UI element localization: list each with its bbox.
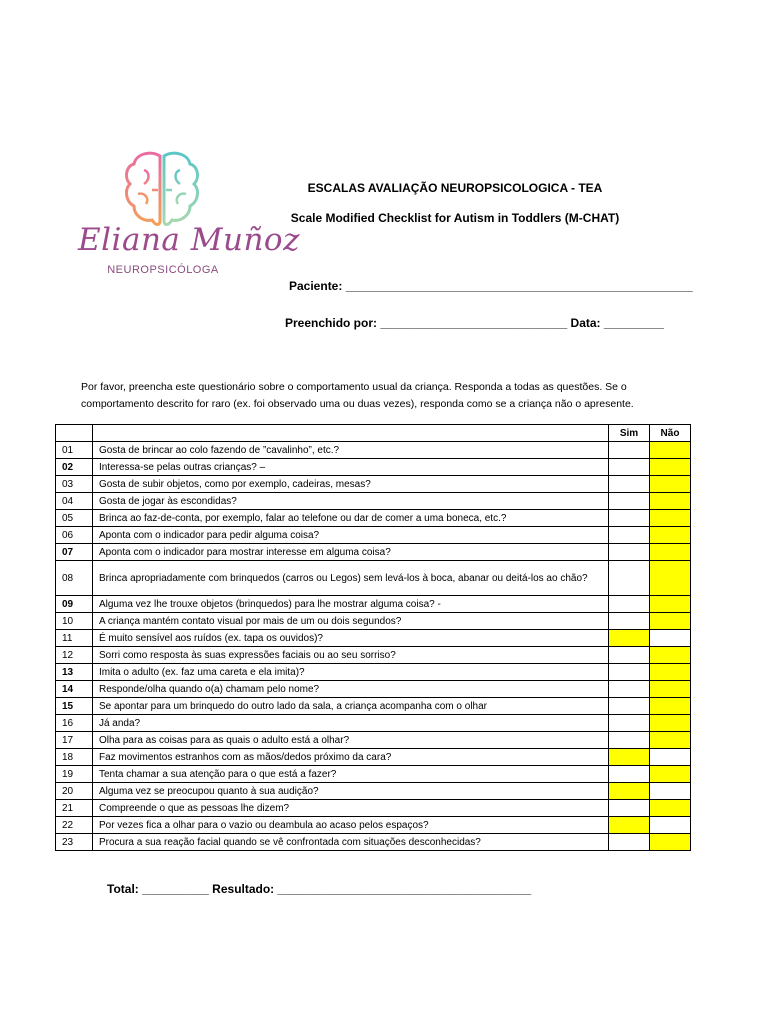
question-number: 18 — [56, 749, 93, 766]
question-number: 23 — [56, 834, 93, 851]
answer-nao-cell[interactable] — [650, 596, 691, 613]
table-row — [56, 766, 691, 783]
answer-nao-cell[interactable] — [650, 834, 691, 851]
question-text: Já anda? — [92, 715, 608, 732]
table-row — [56, 510, 691, 527]
question-number: 17 — [56, 732, 93, 749]
answer-sim-cell[interactable] — [609, 817, 650, 834]
answer-nao-cell[interactable] — [650, 715, 691, 732]
answer-sim-cell[interactable] — [609, 698, 650, 715]
answer-nao-cell[interactable] — [650, 664, 691, 681]
question-number: 02 — [56, 459, 93, 476]
question-text: Gosta de subir objetos, como por exemplo, cadeiras, mesas? — [92, 476, 608, 493]
question-text: Gosta de jogar às escondidas? — [92, 493, 608, 510]
question-number: 19 — [56, 766, 93, 783]
question-text: Se apontar para um brinquedo do outro lado da sala, a criança acompanha com o olhar — [92, 698, 608, 715]
header-sim: Sim — [609, 425, 650, 442]
question-text: Alguma vez se preocupou quanto à sua audição? — [92, 783, 608, 800]
table-row — [56, 544, 691, 561]
table-row — [56, 681, 691, 698]
table-row — [56, 442, 691, 459]
table-row — [56, 630, 691, 647]
question-text: Tenta chamar a sua atenção para o que está a fazer? — [92, 766, 608, 783]
table-row — [56, 561, 691, 596]
answer-sim-cell[interactable] — [609, 613, 650, 630]
answer-sim-cell[interactable] — [609, 749, 650, 766]
question-text: Alguma vez lhe trouxe objetos (brinquedos) para lhe mostrar alguma coisa? - — [92, 596, 608, 613]
question-text: Procura a sua reação facial quando se vê confrontada com situações desconhecidas? — [92, 834, 608, 851]
answer-sim-cell[interactable] — [609, 510, 650, 527]
table-row — [56, 715, 691, 732]
table-row — [56, 749, 691, 766]
table-row — [56, 647, 691, 664]
answer-sim-cell[interactable] — [609, 783, 650, 800]
answer-nao-cell[interactable] — [650, 459, 691, 476]
question-number: 11 — [56, 630, 93, 647]
question-number: 05 — [56, 510, 93, 527]
answer-sim-cell[interactable] — [609, 664, 650, 681]
question-number: 20 — [56, 783, 93, 800]
answer-nao-cell[interactable] — [650, 442, 691, 459]
question-text: A criança mantém contato visual por mais de um ou dois segundos? — [92, 613, 608, 630]
header-nao: Não — [650, 425, 691, 442]
answer-nao-cell[interactable] — [650, 647, 691, 664]
question-number: 04 — [56, 493, 93, 510]
question-number: 03 — [56, 476, 93, 493]
table-row — [56, 732, 691, 749]
question-text: Interessa-se pelas outras crianças? – — [92, 459, 608, 476]
brain-logo-icon — [122, 150, 202, 232]
answer-sim-cell[interactable] — [609, 442, 650, 459]
answer-nao-cell[interactable] — [650, 510, 691, 527]
question-text: Responde/olha quando o(a) chamam pelo nome? — [92, 681, 608, 698]
answer-nao-cell[interactable] — [650, 749, 691, 766]
answer-sim-cell[interactable] — [609, 681, 650, 698]
instructions-text: Por favor, preencha este questionário sobre o comportamento usual da criança. Responda a todas as questões. Se o comportamento descrito for raro (ex. foi observado uma ou duas vezes), responda como se a criança não o apresente. — [81, 381, 634, 410]
answer-nao-cell[interactable] — [650, 613, 691, 630]
table-row — [56, 459, 691, 476]
question-number: 14 — [56, 681, 93, 698]
question-number: 10 — [56, 613, 93, 630]
question-text: Gosta de brincar ao colo fazendo de ”cavalinho”, etc.? — [92, 442, 608, 459]
answer-sim-cell[interactable] — [609, 715, 650, 732]
question-number: 09 — [56, 596, 93, 613]
answer-sim-cell[interactable] — [609, 630, 650, 647]
answer-sim-cell[interactable] — [609, 647, 650, 664]
answer-sim-cell[interactable] — [609, 800, 650, 817]
table-row — [56, 783, 691, 800]
question-number: 06 — [56, 527, 93, 544]
table-row — [56, 800, 691, 817]
answer-sim-cell[interactable] — [609, 459, 650, 476]
question-text: Olha para as coisas para as quais o adulto está a olhar? — [92, 732, 608, 749]
paciente-field[interactable]: Paciente: ____________________________________________________ — [289, 279, 693, 293]
answer-nao-cell[interactable] — [650, 732, 691, 749]
header-question — [92, 425, 608, 442]
question-text: Imita o adulto (ex. faz uma careta e ela imita)? — [92, 664, 608, 681]
logo — [78, 150, 300, 280]
question-text: Aponta com o indicador para mostrar interesse em alguma coisa? — [92, 544, 608, 561]
answer-nao-cell[interactable] — [650, 630, 691, 647]
answer-nao-cell[interactable] — [650, 493, 691, 510]
answer-nao-cell[interactable] — [650, 681, 691, 698]
answer-nao-cell[interactable] — [650, 800, 691, 817]
question-text: Faz movimentos estranhos com as mãos/dedos próximo da cara? — [92, 749, 608, 766]
table-row — [56, 596, 691, 613]
question-text: É muito sensível aos ruídos (ex. tapa os ouvidos)? — [92, 630, 608, 647]
table-row — [56, 493, 691, 510]
answer-sim-cell[interactable] — [609, 596, 650, 613]
question-number: 12 — [56, 647, 93, 664]
answer-sim-cell[interactable] — [609, 493, 650, 510]
answer-nao-cell[interactable] — [650, 783, 691, 800]
question-text: Por vezes fica a olhar para o vazio ou deambula ao acaso pelos espaços? — [92, 817, 608, 834]
question-number: 15 — [56, 698, 93, 715]
answer-sim-cell[interactable] — [609, 834, 650, 851]
question-text: Sorri como resposta às suas expressões faciais ou ao seu sorriso? — [92, 647, 608, 664]
answer-nao-cell[interactable] — [650, 544, 691, 561]
answer-sim-cell[interactable] — [609, 732, 650, 749]
answer-sim-cell[interactable] — [609, 544, 650, 561]
question-number: 08 — [56, 561, 93, 596]
question-text: Aponta com o indicador para pedir alguma coisa? — [92, 527, 608, 544]
question-number: 21 — [56, 800, 93, 817]
checklist-table — [55, 424, 691, 851]
table-row — [56, 476, 691, 493]
question-text: Brinca ao faz-de-conta, por exemplo, falar ao telefone ou dar de comer a uma boneca, etc.? — [92, 510, 608, 527]
question-number: 13 — [56, 664, 93, 681]
question-number: 22 — [56, 817, 93, 834]
preenchido-field[interactable]: Preenchido por: ____________________________ Data: _________ — [285, 316, 664, 330]
question-number: 01 — [56, 442, 93, 459]
document-subtitle: Scale Modified Checklist for Autism in Toddlers (M-CHAT) — [290, 211, 620, 225]
answer-sim-cell[interactable] — [609, 527, 650, 544]
table-header-row — [56, 425, 691, 442]
logo-name: Eliana Muñoz — [78, 222, 300, 258]
totals-line[interactable]: Total: __________ Resultado: ______________________________________ — [107, 882, 532, 896]
answer-sim-cell[interactable] — [609, 766, 650, 783]
table-row — [56, 834, 691, 851]
table-row — [56, 817, 691, 834]
header-num — [56, 425, 93, 442]
logo-subtitle: NEUROPSICÓLOGA — [107, 264, 219, 276]
question-text: Compreende o que as pessoas lhe dizem? — [92, 800, 608, 817]
answer-nao-cell[interactable] — [650, 698, 691, 715]
answer-nao-cell[interactable] — [650, 561, 691, 596]
answer-nao-cell[interactable] — [650, 766, 691, 783]
answer-nao-cell[interactable] — [650, 817, 691, 834]
table-row — [56, 613, 691, 630]
question-text: Brinca apropriadamente com brinquedos (carros ou Legos) sem levá-los à boca, abanar ou deitá-los ao chão? — [92, 561, 608, 596]
answer-sim-cell[interactable] — [609, 561, 650, 596]
answer-nao-cell[interactable] — [650, 527, 691, 544]
answer-nao-cell[interactable] — [650, 476, 691, 493]
table-row — [56, 698, 691, 715]
question-number: 07 — [56, 544, 93, 561]
answer-sim-cell[interactable] — [609, 476, 650, 493]
document-title: ESCALAS AVALIAÇÃO NEUROPSICOLOGICA - TEA — [307, 181, 603, 195]
table-row — [56, 664, 691, 681]
table-row — [56, 527, 691, 544]
question-number: 16 — [56, 715, 93, 732]
